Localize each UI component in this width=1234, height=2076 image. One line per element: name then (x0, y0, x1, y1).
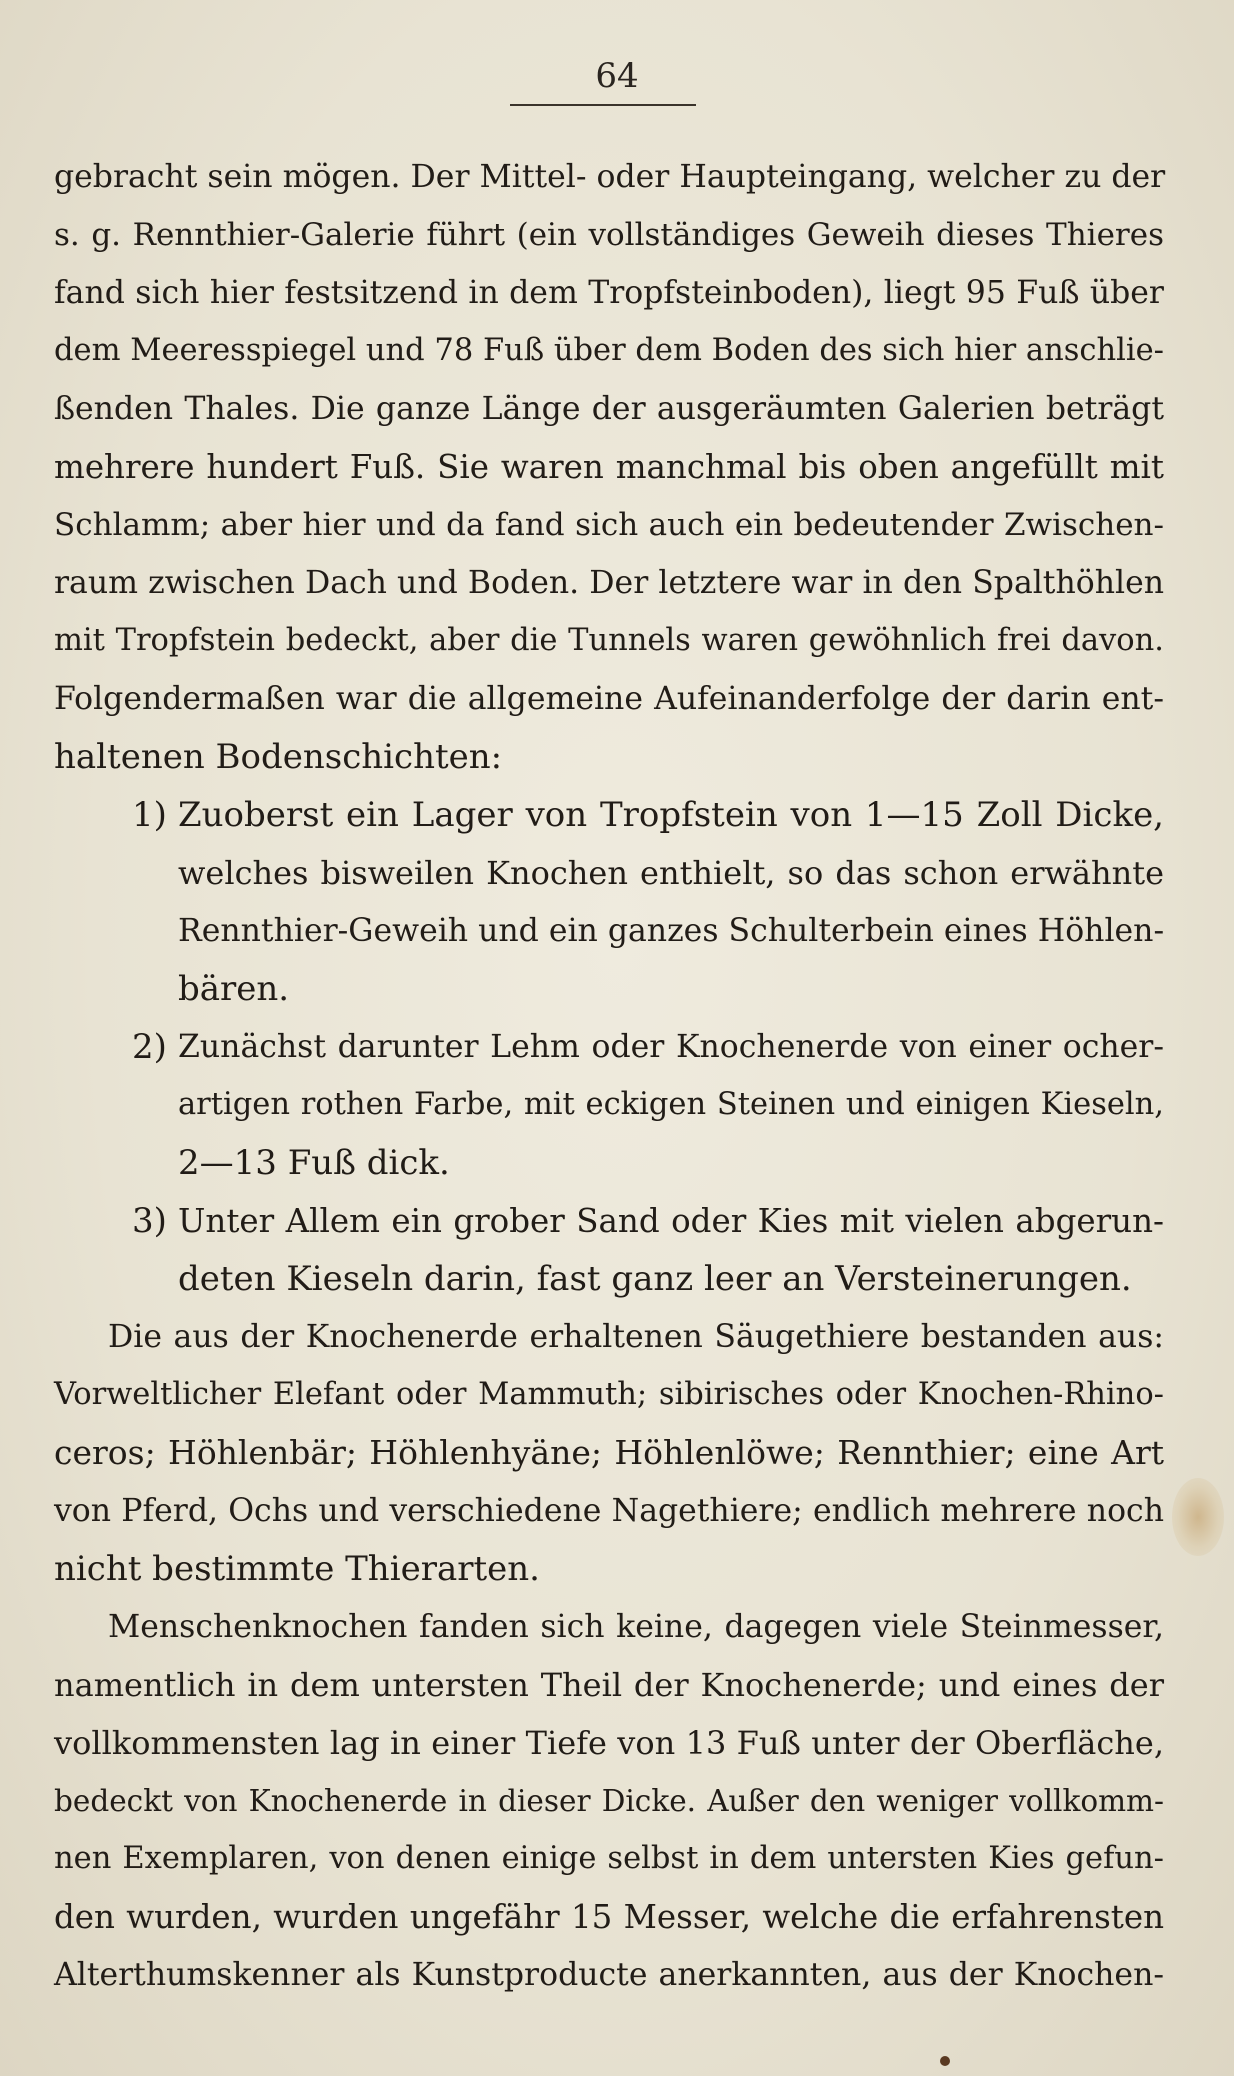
text-line: haltenen Bodenschichten: (54, 737, 503, 777)
list-item-line: bären. (178, 969, 290, 1009)
list-item-line: Zunächst darunter Lehm oder Knochenerde von einer ocher- (178, 1029, 1164, 1065)
text-line: s. g. Rennthier-Galerie führt (ein vollständiges Geweih dieses Thieres (54, 217, 1164, 253)
list-number: 3) (132, 1201, 167, 1241)
text-line: ßenden Thales. Die ganze Länge der ausgeräumten Galerien beträgt (54, 391, 1164, 427)
text-line: Vorweltlicher Elefant oder Mammuth; sibirisches oder Knochen-Rhino- (54, 1377, 1164, 1412)
text-line: nicht bestimmte Thierarten. (54, 1549, 540, 1589)
text-line: nen Exemplaren, von denen einige selbst in dem untersten Kies gefun- (54, 1841, 1164, 1876)
list-item-line: 2—13 Fuß dick. (178, 1143, 450, 1183)
text-line: ceros; Höhlenbär; Höhlenhyäne; Höhlenlöwe; Rennthier; eine Art (54, 1433, 1164, 1472)
header-rule (510, 104, 696, 106)
list-item-line: welches bisweilen Knochen enthielt, so das schon erwähnte (178, 854, 1164, 892)
list-item-line: Zuoberst ein Lager von Tropfstein von 1—15 Zoll Dicke, (178, 795, 1164, 835)
text-line: gebracht sein mögen. Der Mittel- oder Haupteingang, welcher zu der (54, 159, 1166, 195)
text-line: Die aus der Knochenerde erhaltenen Säugethiere bestanden aus: (108, 1319, 1164, 1355)
page-number: 64 (595, 56, 639, 96)
text-line: mehrere hundert Fuß. Sie waren manchmal bis oben angefüllt mit (54, 448, 1164, 486)
paper-stain (1172, 1478, 1224, 1556)
text-line: vollkommensten lag in einer Tiefe von 13 Fuß unter der Oberfläche, (54, 1724, 1164, 1762)
text-line: raum zwischen Dach und Boden. Der letztere war in den Spalthöhlen (54, 565, 1164, 601)
list-item-line: Unter Allem ein grober Sand oder Kies mit vielen abgerun- (178, 1202, 1164, 1240)
list-item-line: artigen rothen Farbe, mit eckigen Steinen und einigen Kieseln, (178, 1087, 1164, 1122)
text-line: Menschenknochen fanden sich keine, dagegen viele Steinmesser, (108, 1609, 1164, 1645)
text-line: fand sich hier festsitzend in dem Tropfsteinboden), liegt 95 Fuß über (54, 275, 1164, 311)
text-line: den wurden, wurden ungefähr 15 Messer, welche die erfahrensten (54, 1898, 1164, 1936)
text-line: mit Tropfstein bedeckt, aber die Tunnels waren gewöhnlich frei davon. (54, 623, 1164, 658)
text-line: von Pferd, Ochs und verschiedene Nagethiere; endlich mehrere noch (54, 1493, 1164, 1529)
list-number: 2) (132, 1027, 167, 1067)
text-line: Alterthumskenner als Kunstproducte anerkannten, aus der Knochen- (54, 1957, 1164, 1993)
text-line: dem Meeresspiegel und 78 Fuß über dem Boden des sich hier anschlie- (54, 333, 1164, 368)
text-line: bedeckt von Knochenerde in dieser Dicke. Außer den weniger vollkomm- (54, 1784, 1164, 1818)
list-item-line: deten Kieseln darin, fast ganz leer an Versteinerungen. (178, 1259, 1132, 1299)
text-line: Schlamm; aber hier und da fand sich auch ein bedeutender Zwischen- (54, 507, 1164, 543)
list-number: 1) (132, 795, 167, 835)
list-item-line: Rennthier-Geweih und ein ganzes Schulterbein eines Höhlen- (178, 913, 1165, 949)
text-line: Folgendermaßen war die allgemeine Aufeinanderfolge der darin ent- (54, 681, 1164, 717)
ink-dot (940, 2056, 950, 2066)
text-line: namentlich in dem untersten Theil der Knochenerde; und eines der (54, 1666, 1164, 1704)
